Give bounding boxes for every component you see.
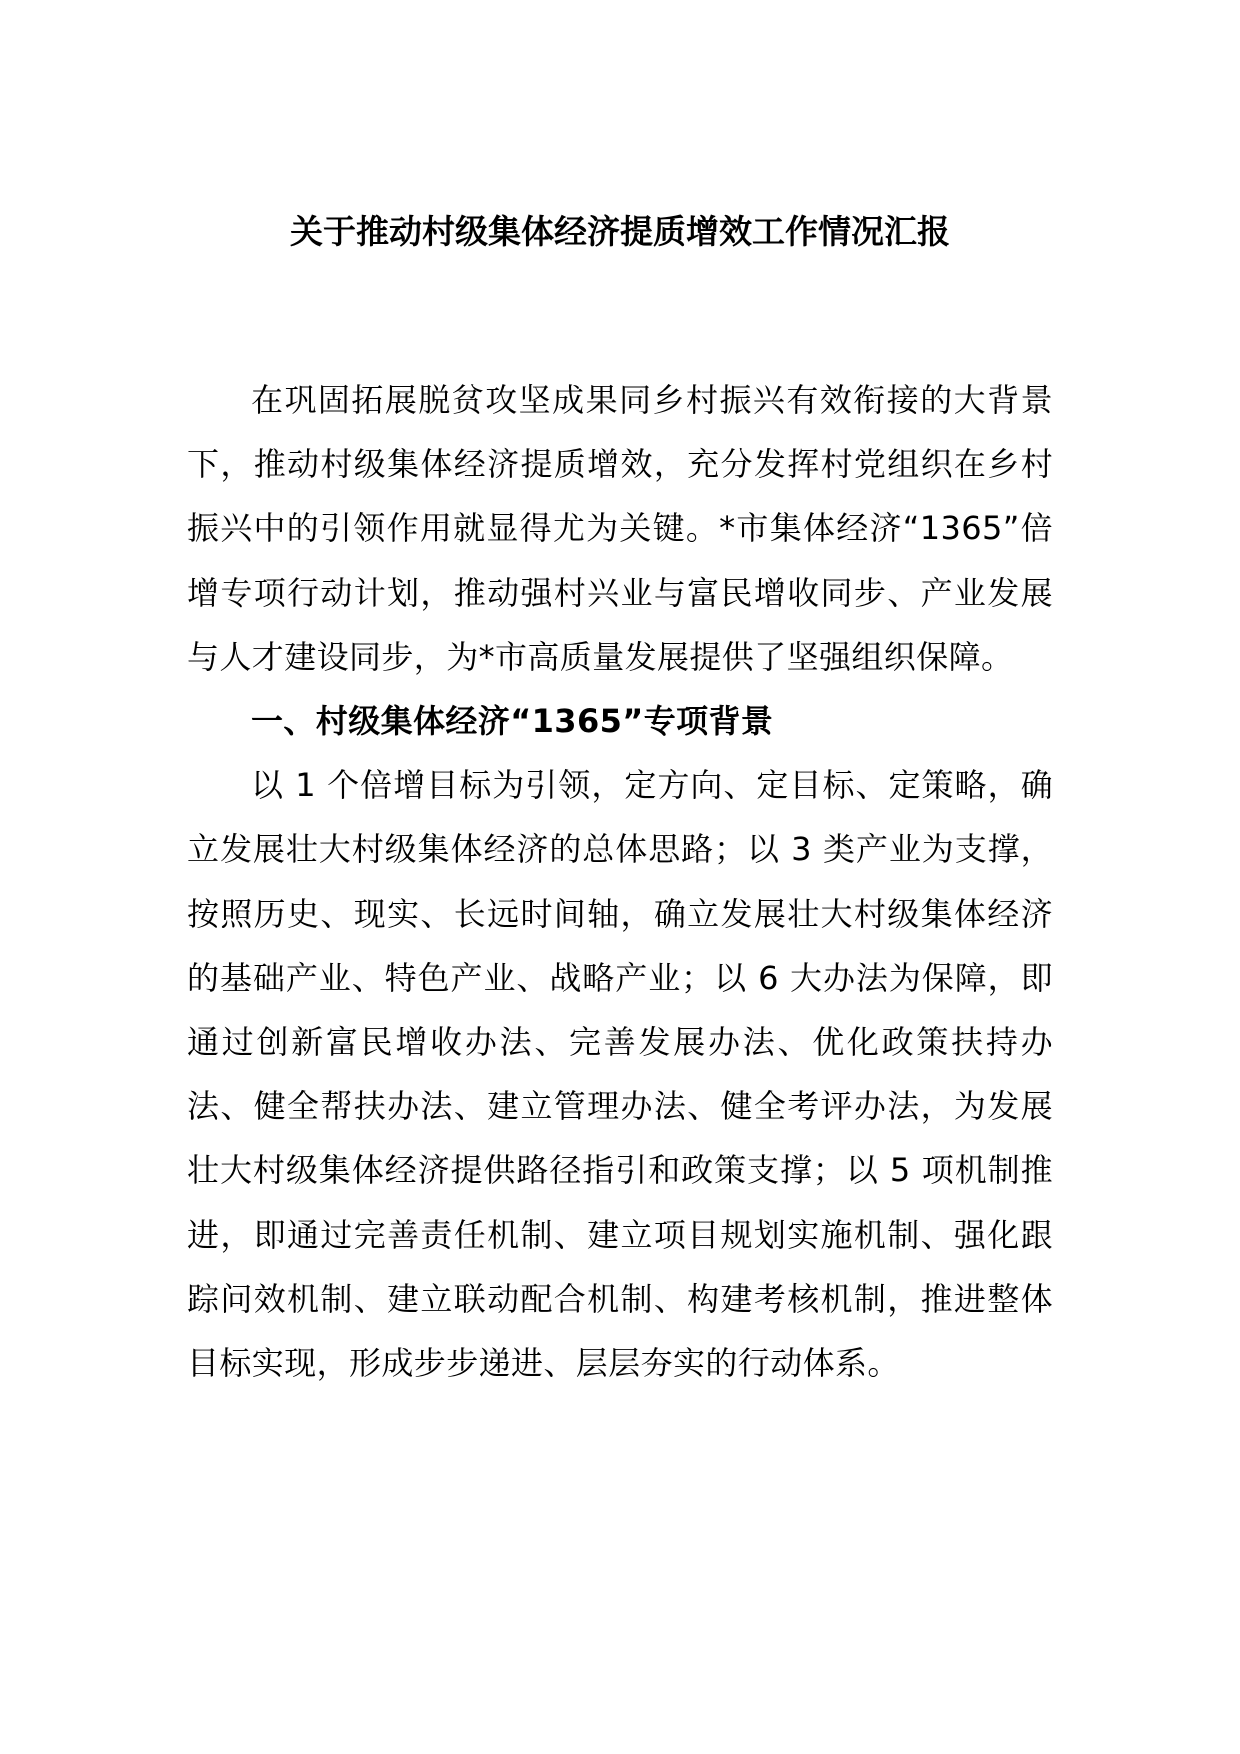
- document-title: 关于推动村级集体经济提质增效工作情况汇报: [290, 212, 950, 251]
- section-1-heading: 一、村级集体经济“1365”专项背景: [251, 702, 774, 741]
- intro-paragraph: 在巩固拓展脱贫攻坚成果同乡村振兴有效衔接的大背景下，推动村级集体经济提质增效，充分发挥村党组织在乡村振兴中的引领作用就显得尤为关键。*市集体经济“1365”倍增专项行动计划，推动强村兴业与富民增收同步、产业发展与人才建设同步，为*市高质量发展提供了坚强组织保障。: [187, 381, 1053, 676]
- section-1-paragraph: 以 1 个倍增目标为引领，定方向、定目标、定策略，确立发展壮大村级集体经济的总体思路；以 3 类产业为支撑，按照历史、现实、长远时间轴，确立发展壮大村级集体经济的基础产业、特色产业、战略产业；以 6 大办法为保障，即通过创新富民增收办法、完善发展办法、优化政策扶持办法、健全帮扶办法、建立管理办法、健全考评办法，为发展壮大村级集体经济提供路径指引和政策支撑；以 5 项机制推进，即通过完善责任机制、建立项目规划实施机制、强化跟踪问效机制、建立联动配合机制、构建考核机制，推进整体目标实现，形成步步递进、层层夯实的行动体系。: [187, 766, 1053, 1383]
- document-body: [187, 368, 1053, 1395]
